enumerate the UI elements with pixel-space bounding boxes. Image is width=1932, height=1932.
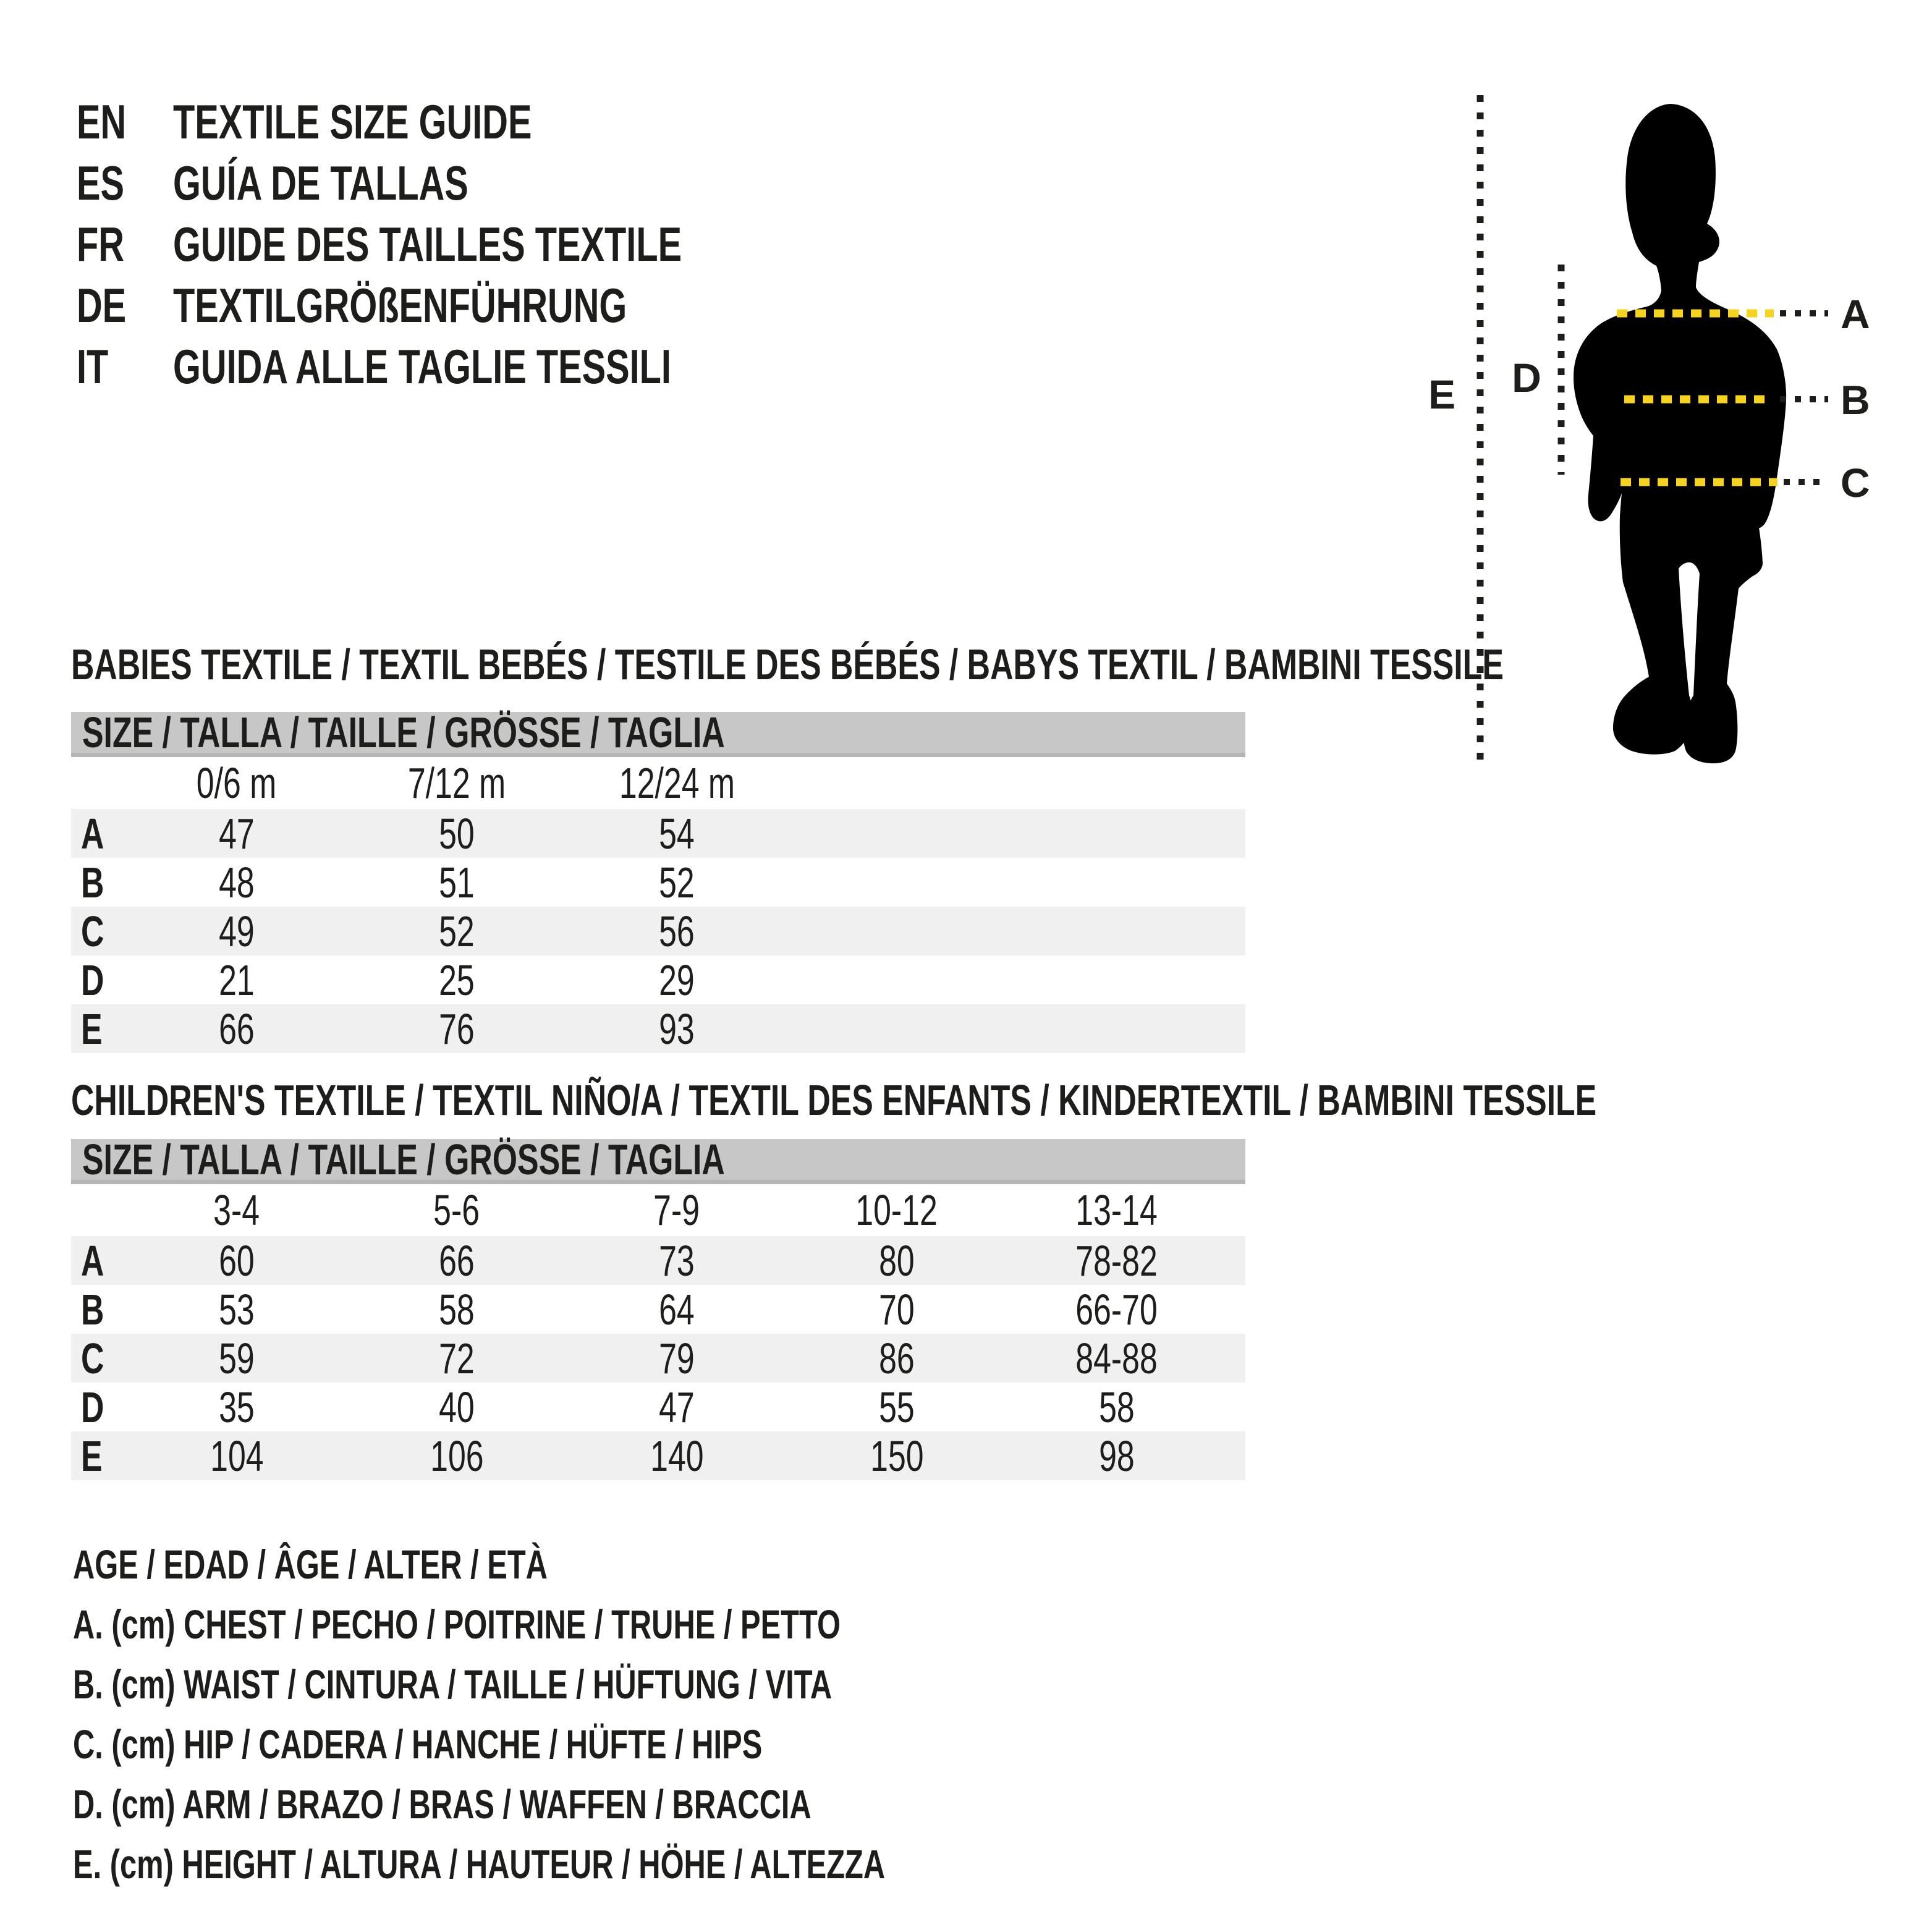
column-header <box>1007 1185 1227 1235</box>
legend-item-text: D. (cm) ARM / BRAZO / BRAS / WAFFEN / BRACCIA <box>73 1781 811 1827</box>
cell-value: 70 <box>879 1285 915 1334</box>
table-row <box>71 1285 1245 1334</box>
children-section-title <box>71 1078 1932 1122</box>
table-cell <box>787 1236 1007 1286</box>
label-E: E <box>1428 371 1456 417</box>
label-D: D <box>1512 355 1541 400</box>
cell-value: 58 <box>439 1285 475 1334</box>
legend-item-text: E. (cm) HEIGHT / ALTURA / HAUTEUR / HÖHE / ALTEZZA <box>73 1841 886 1887</box>
table-cell <box>127 1285 347 1334</box>
language-title-text: TEXTILGRÖßENFÜHRUNG <box>173 278 627 333</box>
column-header <box>347 1185 567 1235</box>
language-code-text: EN <box>77 95 127 149</box>
language-title-text: TEXTILE SIZE GUIDE <box>173 95 532 149</box>
row-label-text: C <box>81 907 104 955</box>
cell-value: 21 <box>219 955 255 1004</box>
table-cell <box>127 1334 347 1383</box>
column-header-text: 7/12 m <box>407 759 506 807</box>
row-label <box>71 1236 127 1286</box>
table-cell <box>127 907 347 956</box>
table-row <box>71 858 1245 907</box>
language-title-text: GUIDE DES TAILLES TEXTILE <box>173 217 682 271</box>
cell-value: 98 <box>1099 1431 1135 1480</box>
cell-value: 58 <box>1099 1383 1135 1431</box>
column-header <box>787 1185 1007 1235</box>
cell-value: 52 <box>659 858 695 907</box>
cell-value: 51 <box>439 858 475 907</box>
babies-column-header-row <box>71 757 1245 809</box>
language-code <box>77 339 173 395</box>
cell-value: 60 <box>219 1236 255 1285</box>
language-row-de <box>77 275 860 336</box>
language-code-text: ES <box>77 156 125 210</box>
table-row <box>71 1004 1245 1053</box>
language-title <box>173 339 846 395</box>
label-C: C <box>1841 460 1870 506</box>
table-row <box>71 1334 1245 1383</box>
table-cell <box>567 907 787 956</box>
row-label-text: C <box>81 1334 104 1383</box>
cell-value: 48 <box>219 858 255 907</box>
cell-value: 106 <box>430 1431 484 1480</box>
table-cell <box>127 1236 347 1286</box>
cell-value: 53 <box>219 1285 255 1334</box>
table-cell <box>347 1431 567 1481</box>
cell-value: 84-88 <box>1075 1334 1158 1383</box>
language-list <box>77 91 860 397</box>
cell-value: 47 <box>659 1383 695 1431</box>
table-cell <box>127 1004 347 1054</box>
table-row <box>71 809 1245 858</box>
table-cell <box>567 955 787 1005</box>
language-row-es <box>77 153 860 214</box>
cell-value: 150 <box>870 1431 924 1480</box>
column-header-text: 5-6 <box>433 1186 480 1234</box>
language-title <box>173 278 786 334</box>
cell-value: 47 <box>219 809 255 858</box>
table-cell <box>1007 1334 1227 1383</box>
label-B: B <box>1841 377 1870 423</box>
table-cell <box>787 1383 1007 1432</box>
table-row <box>71 1431 1245 1480</box>
children-size-header-text: SIZE / TALLA / TAILLE / GRÖSSE / TAGLIA <box>82 1135 725 1184</box>
column-header-text: 13-14 <box>1075 1186 1158 1234</box>
table-cell <box>567 809 787 858</box>
legend-item-text: A. (cm) CHEST / PECHO / POITRINE / TRUHE / PETTO <box>73 1601 841 1647</box>
children-size-table <box>71 1135 1245 1480</box>
language-code <box>77 155 173 211</box>
legend-item-text: B. (cm) WAIST / CINTURA / TAILLE / HÜFTUNG / VITA <box>73 1661 833 1707</box>
table-cell <box>347 1285 567 1334</box>
children-column-header-row <box>71 1184 1245 1236</box>
table-cell <box>1007 1236 1227 1286</box>
row-label-text: B <box>81 1285 104 1334</box>
language-title <box>173 94 658 150</box>
table-cell <box>567 1004 787 1054</box>
language-code-text: FR <box>77 217 124 271</box>
column-header <box>127 758 347 808</box>
cell-value: 66-70 <box>1075 1285 1158 1334</box>
legend-item-text: C. (cm) HIP / CADERA / HANCHE / HÜFTE / HIPS <box>73 1721 763 1767</box>
column-header <box>127 1185 347 1235</box>
language-title <box>173 216 860 273</box>
table-cell <box>567 1236 787 1286</box>
row-label <box>71 907 127 956</box>
babies-table-header-bar <box>71 708 1245 757</box>
legend-item-chest <box>73 1594 1171 1654</box>
row-label-text: D <box>81 955 104 1004</box>
language-code <box>77 94 173 150</box>
cell-value: 35 <box>219 1383 255 1431</box>
cell-value: 79 <box>659 1334 695 1383</box>
language-code-text: DE <box>77 278 127 333</box>
cell-value: 50 <box>439 809 475 858</box>
table-cell <box>567 1334 787 1383</box>
cell-value: 66 <box>439 1236 475 1285</box>
table-cell <box>127 1383 347 1432</box>
table-cell <box>567 1383 787 1432</box>
cell-value: 140 <box>650 1431 704 1480</box>
cell-value: 25 <box>439 955 475 1004</box>
row-label-text: E <box>81 1431 103 1480</box>
table-cell <box>127 809 347 858</box>
label-A: A <box>1841 291 1870 337</box>
cell-value: 72 <box>439 1334 475 1383</box>
language-title-text: GUÍA DE TALLAS <box>173 156 468 210</box>
row-label <box>71 955 127 1005</box>
children-table-header-bar <box>71 1135 1245 1184</box>
table-cell <box>347 858 567 907</box>
cell-value: 86 <box>879 1334 915 1383</box>
table-row <box>71 955 1245 1004</box>
table-cell <box>127 1431 347 1481</box>
legend-item-height <box>73 1834 1171 1894</box>
table-cell <box>347 1236 567 1286</box>
cell-value: 93 <box>659 1004 695 1053</box>
table-cell <box>1007 1285 1227 1334</box>
table-cell <box>567 1431 787 1481</box>
table-cell <box>127 955 347 1005</box>
measurement-legend <box>73 1534 1171 1894</box>
babies-section-title <box>71 640 1932 688</box>
cell-value: 54 <box>659 809 695 858</box>
babies-size-header-text: SIZE / TALLA / TAILLE / GRÖSSE / TAGLIA <box>82 708 725 756</box>
row-label-text: D <box>81 1383 104 1431</box>
language-code-text: IT <box>77 339 109 394</box>
table-cell <box>347 809 567 858</box>
language-row-fr <box>77 214 860 275</box>
cell-value: 29 <box>659 955 695 1004</box>
table-cell <box>347 907 567 956</box>
table-cell <box>347 1334 567 1383</box>
language-row-it <box>77 336 860 397</box>
table-cell <box>787 1431 1007 1481</box>
babies-size-table <box>71 708 1245 1053</box>
column-header-text: 0/6 m <box>197 759 277 807</box>
language-title <box>173 155 572 211</box>
column-header-text: 3-4 <box>213 1186 260 1234</box>
row-label <box>71 1285 127 1334</box>
row-label-text: A <box>81 809 104 858</box>
table-cell <box>127 858 347 907</box>
language-code <box>77 278 173 334</box>
column-header-text: 7-9 <box>653 1186 700 1234</box>
column-header <box>347 758 567 808</box>
cell-value: 80 <box>879 1236 915 1285</box>
table-row <box>71 1383 1245 1431</box>
legend-age-text: AGE / EDAD / ÂGE / ALTER / ETÀ <box>73 1541 548 1587</box>
legend-age-line <box>73 1534 1171 1594</box>
table-cell <box>567 858 787 907</box>
table-row <box>71 907 1245 955</box>
cell-value: 40 <box>439 1383 475 1431</box>
cell-value: 104 <box>210 1431 264 1480</box>
legend-item-waist <box>73 1654 1171 1714</box>
row-label <box>71 1004 127 1054</box>
cell-value: 76 <box>439 1004 475 1053</box>
row-label-text: B <box>81 858 104 907</box>
legend-item-hip <box>73 1714 1171 1774</box>
row-label <box>71 1431 127 1481</box>
column-header-text: 12/24 m <box>619 759 735 807</box>
cell-value: 66 <box>219 1004 255 1053</box>
table-cell <box>787 1285 1007 1334</box>
legend-item-arm <box>73 1774 1171 1834</box>
language-title-text: GUIDA ALLE TAGLIE TESSILI <box>173 339 671 394</box>
table-cell <box>787 1334 1007 1383</box>
table-cell <box>567 1285 787 1334</box>
column-header <box>567 1185 787 1235</box>
cell-value: 78-82 <box>1075 1236 1158 1285</box>
cell-value: 64 <box>659 1285 695 1334</box>
row-label-text: A <box>81 1236 104 1285</box>
table-row <box>71 1236 1245 1285</box>
row-label <box>71 858 127 907</box>
column-header <box>567 758 787 808</box>
row-label <box>71 1383 127 1432</box>
table-cell <box>347 955 567 1005</box>
table-cell <box>1007 1431 1227 1481</box>
language-code <box>77 216 173 273</box>
column-header-text: 10-12 <box>855 1186 938 1234</box>
cell-value: 59 <box>219 1334 255 1383</box>
children-section-title-text: CHILDREN'S TEXTILE / TEXTIL NIÑO/A / TEXTIL DES ENFANTS / KINDERTEXTIL / BAMBINI TESSILE <box>71 1076 1597 1124</box>
language-row-en <box>77 91 860 153</box>
cell-value: 56 <box>659 907 695 955</box>
row-label <box>71 1334 127 1383</box>
cell-value: 52 <box>439 907 475 955</box>
babies-section-title-text: BABIES TEXTILE / TEXTIL BEBÉS / TESTILE DES BÉBÉS / BABYS TEXTIL / BAMBINI TESSILE <box>71 640 1504 688</box>
cell-value: 55 <box>879 1383 915 1431</box>
table-cell <box>1007 1383 1227 1432</box>
row-label <box>71 809 127 858</box>
cell-value: 49 <box>219 907 255 955</box>
cell-value: 73 <box>659 1236 695 1285</box>
table-cell <box>347 1383 567 1432</box>
table-cell <box>347 1004 567 1054</box>
row-label-text: E <box>81 1004 103 1053</box>
